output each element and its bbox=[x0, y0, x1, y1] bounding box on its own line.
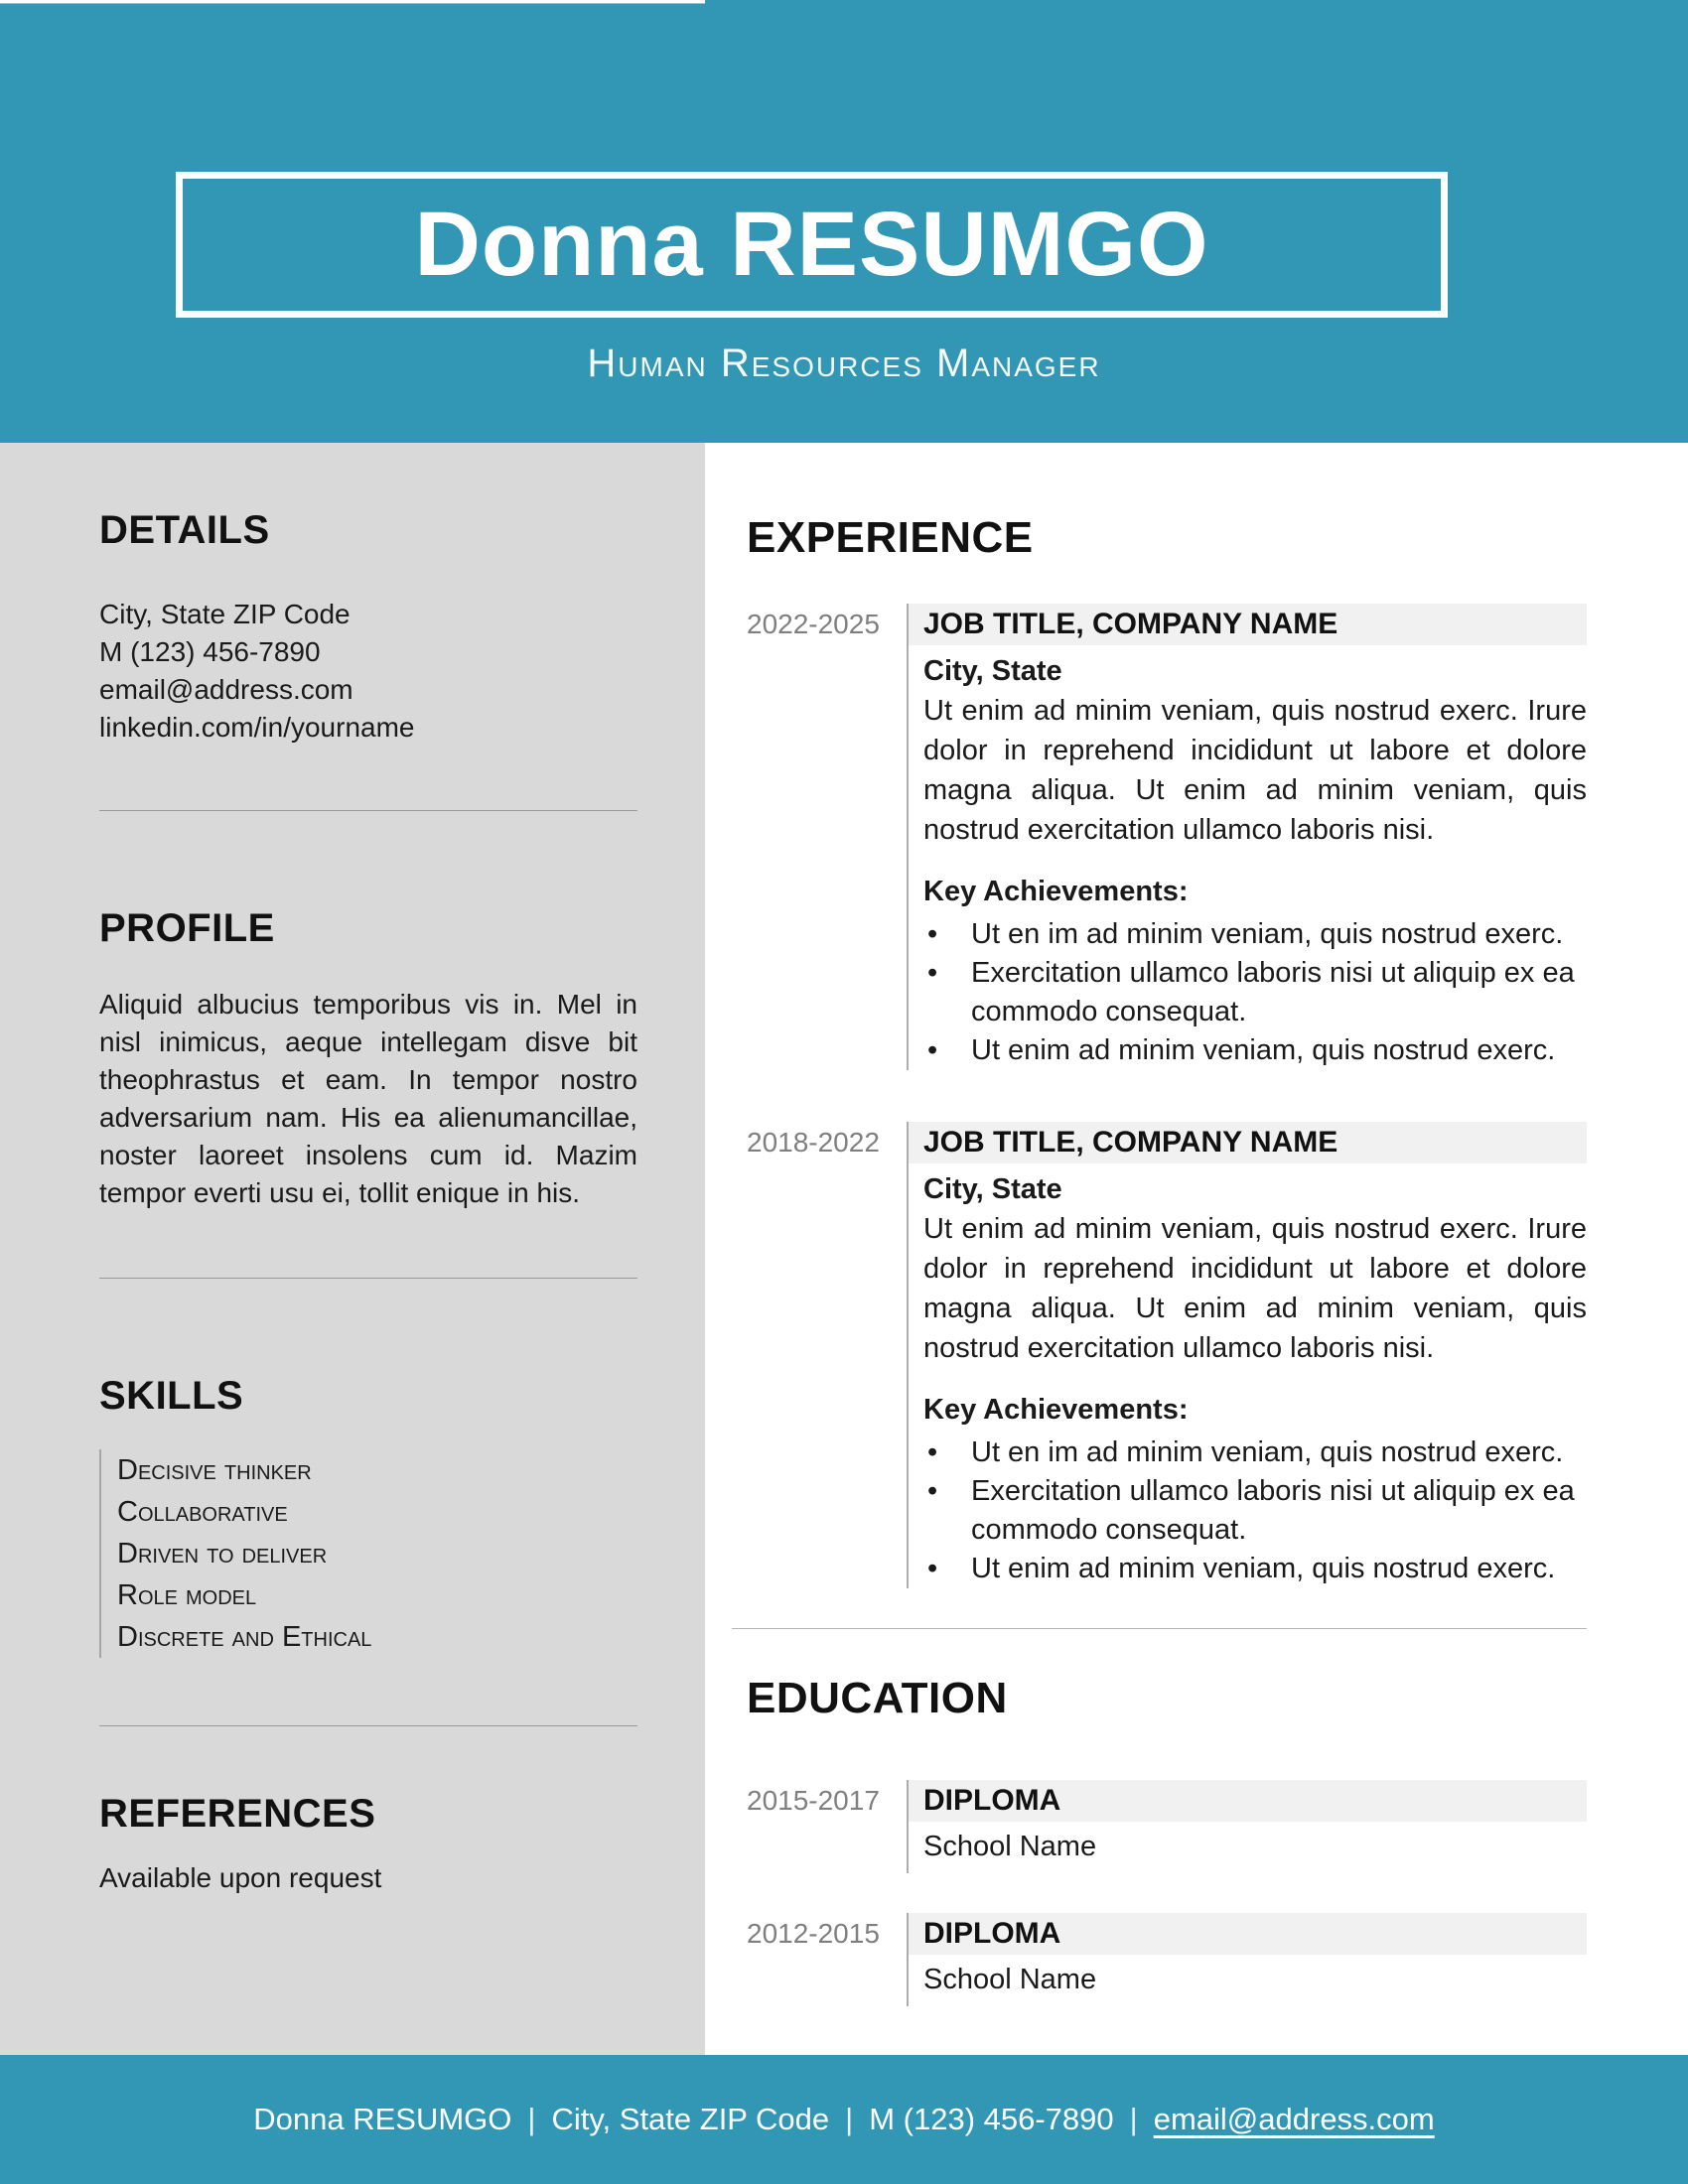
sidebar-divider bbox=[99, 810, 637, 811]
school-name: School Name bbox=[923, 1831, 1097, 1862]
experience-entry bbox=[747, 1122, 1587, 1588]
references-heading: REFERENCES bbox=[99, 1792, 376, 1836]
achievement-item bbox=[923, 1472, 1587, 1550]
achievement-text: Ut en im ad minim veniam, quis nostrud exerc. bbox=[971, 1436, 1564, 1468]
achievements-list bbox=[923, 1433, 1587, 1588]
sidebar-divider bbox=[99, 1278, 637, 1279]
achievements-label: Key Achievements: bbox=[923, 1394, 1189, 1426]
footer-separator: | bbox=[1129, 2102, 1138, 2136]
footer-phone: M (123) 456-7890 bbox=[869, 2102, 1114, 2136]
footer-separator: | bbox=[845, 2102, 854, 2136]
footer-contact-line bbox=[253, 2102, 1434, 2137]
bullet-dot: • bbox=[927, 957, 938, 989]
bullet-dot: • bbox=[927, 1475, 938, 1507]
main-column bbox=[705, 443, 1688, 2055]
job-title-banner: JOB TITLE, COMPANY NAME bbox=[909, 1122, 1587, 1163]
detail-email: email@address.com bbox=[99, 674, 353, 705]
footer-address: City, State ZIP Code bbox=[551, 2102, 830, 2136]
footer-email-link[interactable]: email@address.com bbox=[1153, 2102, 1435, 2136]
bullet-dot: • bbox=[927, 918, 938, 950]
achievement-item bbox=[923, 1550, 1587, 1588]
profile-text: Aliquid albucius temporibus vis in. Mel in nisl inimicus, aeque intellegam disve bit theophrastus et eam. In tempor nostro adversarium nam. His ea alienumancillae, noster laoreet insolens cum id. Mazim tempor everti usu ei, tollit enique in his. bbox=[99, 989, 637, 1208]
education-content bbox=[907, 1913, 1587, 2006]
job-location: City, State bbox=[923, 1173, 1062, 1205]
skill-item: Decisive thinker bbox=[117, 1454, 312, 1486]
experience-content bbox=[907, 604, 1587, 1070]
details-heading: DETAILS bbox=[99, 508, 270, 552]
skill-item: Role model bbox=[117, 1579, 257, 1611]
experience-content bbox=[907, 1122, 1587, 1588]
diploma-banner: DIPLOMA bbox=[909, 1780, 1587, 1822]
achievement-text: Exercitation ullamco laboris nisi ut aliquip ex ea commodo consequat. bbox=[971, 1475, 1575, 1546]
job-title-banner: JOB TITLE, COMPANY NAME bbox=[909, 604, 1587, 645]
detail-address: City, State ZIP Code bbox=[99, 599, 351, 629]
education-dates: 2015-2017 bbox=[747, 1785, 880, 1816]
footer-name: Donna RESUMGO bbox=[253, 2102, 512, 2136]
job-description: Ut enim ad minim veniam, quis nostrud exerc. Irure dolor in reprehend incididunt ut labore et dolore magna aliqua. Ut enim ad minim veniam, quis nostrud exercitation ullamco laboris nisi. bbox=[923, 1213, 1587, 1364]
achievements-label: Key Achievements: bbox=[923, 876, 1189, 907]
achievement-item bbox=[923, 915, 1587, 954]
skills-list bbox=[99, 1449, 637, 1658]
detail-linkedin: linkedin.com/in/yourname bbox=[99, 712, 415, 743]
experience-entry bbox=[747, 604, 1587, 1070]
education-heading: EDUCATION bbox=[747, 1674, 1008, 1722]
bullet-dot: • bbox=[927, 1034, 938, 1066]
achievements-list bbox=[923, 915, 1587, 1070]
education-content bbox=[907, 1780, 1587, 1873]
candidate-job-title: Human Resources Manager bbox=[587, 341, 1101, 385]
sidebar-divider bbox=[99, 1725, 637, 1726]
education-entry bbox=[747, 1913, 1587, 2006]
details-list bbox=[99, 596, 637, 747]
achievement-text: Ut enim ad minim veniam, quis nostrud exerc. bbox=[971, 1034, 1556, 1066]
experience-dates: 2018-2022 bbox=[747, 1127, 880, 1158]
job-location: City, State bbox=[923, 655, 1062, 687]
achievement-text: Ut enim ad minim veniam, quis nostrud exerc. bbox=[971, 1553, 1556, 1584]
bullet-dot: • bbox=[927, 1436, 938, 1468]
education-entry bbox=[747, 1780, 1587, 1873]
achievement-item bbox=[923, 1433, 1587, 1472]
profile-heading: PROFILE bbox=[99, 906, 275, 950]
achievement-item bbox=[923, 954, 1587, 1031]
job-body bbox=[909, 653, 1587, 1070]
achievement-text: Exercitation ullamco laboris nisi ut aliquip ex ea commodo consequat. bbox=[971, 957, 1575, 1027]
job-description: Ut enim ad minim veniam, quis nostrud exerc. Irure dolor in reprehend incididunt ut labore et dolore magna aliqua. Ut enim ad minim veniam, quis nostrud exercitation ullamco laboris nisi. bbox=[923, 695, 1587, 846]
experience-heading: EXPERIENCE bbox=[747, 513, 1034, 562]
header-band bbox=[0, 0, 1688, 443]
references-text: Available upon request bbox=[99, 1862, 382, 1893]
section-divider bbox=[732, 1628, 1587, 1629]
skill-item: Discrete and Ethical bbox=[117, 1621, 372, 1653]
bullet-dot: • bbox=[927, 1553, 938, 1584]
experience-dates: 2022-2025 bbox=[747, 609, 880, 639]
footer-separator: | bbox=[527, 2102, 536, 2136]
skill-item: Driven to deliver bbox=[117, 1538, 328, 1570]
candidate-name: Donna RESUMGO bbox=[414, 194, 1209, 295]
detail-phone: M (123) 456-7890 bbox=[99, 636, 321, 667]
achievement-item bbox=[923, 1031, 1587, 1070]
skills-heading: SKILLS bbox=[99, 1374, 244, 1418]
diploma-banner: DIPLOMA bbox=[909, 1913, 1587, 1955]
achievement-text: Ut en im ad minim veniam, quis nostrud exerc. bbox=[971, 918, 1564, 950]
job-body bbox=[909, 1171, 1587, 1588]
name-box bbox=[176, 172, 1448, 318]
school-name: School Name bbox=[923, 1964, 1097, 1995]
skill-item: Collaborative bbox=[117, 1496, 288, 1528]
sidebar bbox=[0, 443, 705, 2055]
footer-band bbox=[0, 2055, 1688, 2184]
education-dates: 2012-2015 bbox=[747, 1918, 880, 1949]
top-edge-artifact bbox=[0, 0, 705, 4]
